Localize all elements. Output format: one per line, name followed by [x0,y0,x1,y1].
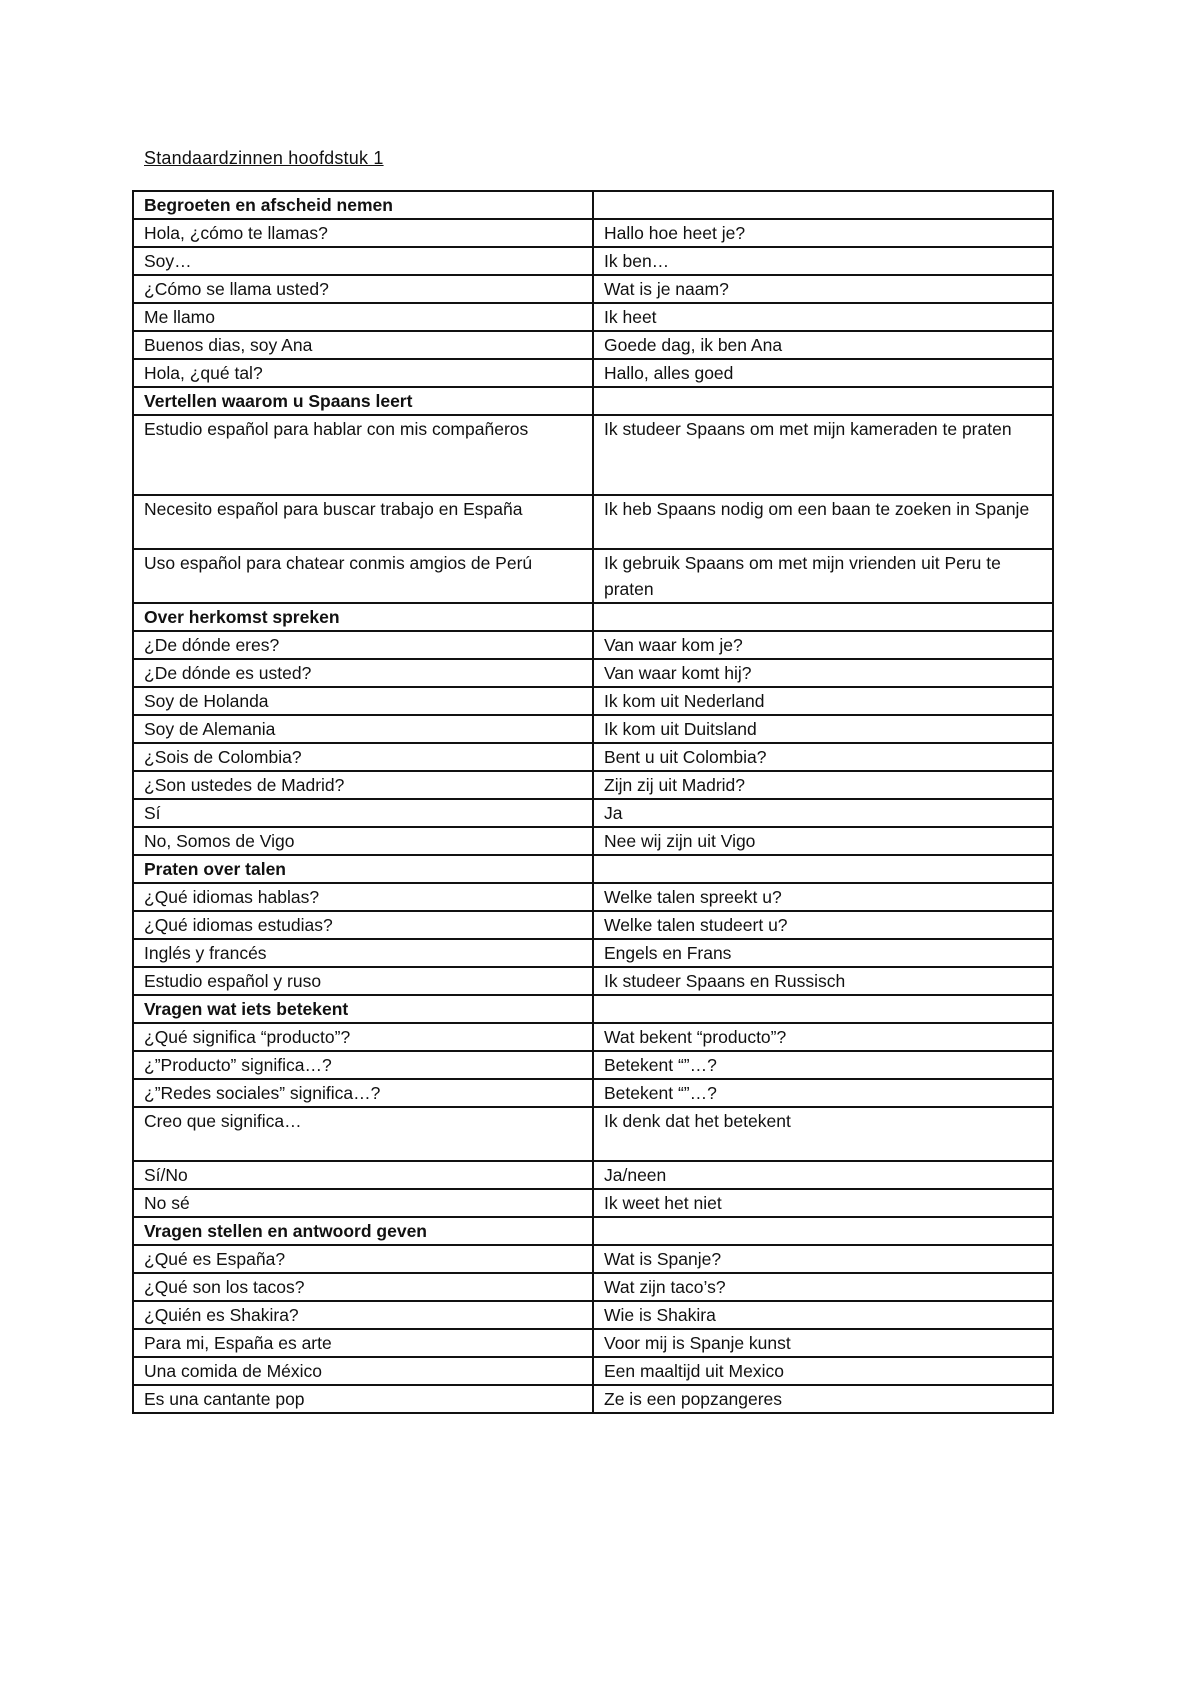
spanish-phrase: Buenos dias, soy Ana [133,331,593,359]
spanish-phrase: ¿Qué son los tacos? [133,1273,593,1301]
dutch-translation: Zijn zij uit Madrid? [593,771,1053,799]
table-row [133,1245,1053,1273]
spanish-phrase: Uso español para chatear conmis amgios de Perú [133,549,593,603]
dutch-translation: Wat is Spanje? [593,1245,1053,1273]
section-empty-cell [593,1217,1053,1245]
dutch-translation: Wat zijn taco’s? [593,1273,1053,1301]
table-row [133,359,1053,387]
table-row [133,687,1053,715]
table-row [133,1107,1053,1161]
page-title: Standaardzinnen hoofdstuk 1 [144,148,384,168]
dutch-translation: Ik denk dat het betekent [593,1107,1053,1161]
table-row [133,911,1053,939]
dutch-translation: Wie is Shakira [593,1301,1053,1329]
spanish-phrase: Hola, ¿qué tal? [133,359,593,387]
section-title: Over herkomst spreken [133,603,593,631]
table-row [133,495,1053,549]
dutch-translation: Ik studeer Spaans om met mijn kameraden te praten [593,415,1053,495]
section-title: Vragen wat iets betekent [133,995,593,1023]
phrase-table-body [133,191,1053,1413]
dutch-translation: Ik studeer Spaans en Russisch [593,967,1053,995]
section-header-row [133,855,1053,883]
spanish-phrase: ¿De dónde eres? [133,631,593,659]
section-empty-cell [593,603,1053,631]
dutch-translation: Voor mij is Spanje kunst [593,1329,1053,1357]
section-header-row [133,387,1053,415]
table-row [133,715,1053,743]
table-row [133,967,1053,995]
spanish-phrase: Estudio español y ruso [133,967,593,995]
dutch-translation: Ja [593,799,1053,827]
table-row [133,1301,1053,1329]
spanish-phrase: Inglés y francés [133,939,593,967]
spanish-phrase: ¿Qué es España? [133,1245,593,1273]
spanish-phrase: Estudio español para hablar con mis compañeros [133,415,593,495]
table-row [133,883,1053,911]
table-row [133,1385,1053,1413]
table-row [133,799,1053,827]
dutch-translation: Een maaltijd uit Mexico [593,1357,1053,1385]
section-title: Vragen stellen en antwoord geven [133,1217,593,1245]
dutch-translation: Ik heet [593,303,1053,331]
section-empty-cell [593,855,1053,883]
spanish-phrase: Es una cantante pop [133,1385,593,1413]
dutch-translation: Ik ben… [593,247,1053,275]
phrase-table [132,190,1054,1414]
section-header-row [133,191,1053,219]
spanish-phrase: ¿Qué idiomas estudias? [133,911,593,939]
spanish-phrase: ¿Sois de Colombia? [133,743,593,771]
section-empty-cell [593,191,1053,219]
dutch-translation: Ik kom uit Duitsland [593,715,1053,743]
spanish-phrase: Necesito español para buscar trabajo en España [133,495,593,549]
spanish-phrase: ¿”Redes sociales” significa…? [133,1079,593,1107]
spanish-phrase: Soy de Alemania [133,715,593,743]
dutch-translation: Hallo, alles goed [593,359,1053,387]
table-row [133,275,1053,303]
section-title: Vertellen waarom u Spaans leert [133,387,593,415]
table-row [133,631,1053,659]
dutch-translation: Van waar kom je? [593,631,1053,659]
dutch-translation: Ik kom uit Nederland [593,687,1053,715]
spanish-phrase: ¿”Producto” significa…? [133,1051,593,1079]
dutch-translation: Ik heb Spaans nodig om een baan te zoeken in Spanje [593,495,1053,549]
dutch-translation: Ik gebruik Spaans om met mijn vrienden uit Peru te praten [593,549,1053,603]
spanish-phrase: Soy… [133,247,593,275]
spanish-phrase: Una comida de México [133,1357,593,1385]
spanish-phrase: Sí/No [133,1161,593,1189]
table-row [133,303,1053,331]
section-header-row [133,995,1053,1023]
table-row [133,743,1053,771]
spanish-phrase: Me llamo [133,303,593,331]
spanish-phrase: Para mi, España es arte [133,1329,593,1357]
table-row [133,939,1053,967]
spanish-phrase: Sí [133,799,593,827]
section-empty-cell [593,995,1053,1023]
dutch-translation: Nee wij zijn uit Vigo [593,827,1053,855]
dutch-translation: Wat bekent “producto”? [593,1023,1053,1051]
table-row [133,219,1053,247]
section-empty-cell [593,387,1053,415]
table-row [133,1329,1053,1357]
table-row [133,827,1053,855]
dutch-translation: Van waar komt hij? [593,659,1053,687]
dutch-translation: Betekent “”…? [593,1079,1053,1107]
spanish-phrase: ¿Quién es Shakira? [133,1301,593,1329]
dutch-translation: Engels en Frans [593,939,1053,967]
dutch-translation: Ja/neen [593,1161,1053,1189]
dutch-translation: Welke talen spreekt u? [593,883,1053,911]
section-title: Begroeten en afscheid nemen [133,191,593,219]
table-row [133,1023,1053,1051]
dutch-translation: Goede dag, ik ben Ana [593,331,1053,359]
dutch-translation: Ze is een popzangeres [593,1385,1053,1413]
table-row [133,331,1053,359]
table-row [133,1357,1053,1385]
spanish-phrase: ¿Qué significa “producto”? [133,1023,593,1051]
spanish-phrase: Hola, ¿cómo te llamas? [133,219,593,247]
section-header-row [133,603,1053,631]
table-row [133,1189,1053,1217]
table-row [133,771,1053,799]
table-row [133,1273,1053,1301]
section-title: Praten over talen [133,855,593,883]
spanish-phrase: ¿Qué idiomas hablas? [133,883,593,911]
table-row [133,659,1053,687]
spanish-phrase: Soy de Holanda [133,687,593,715]
dutch-translation: Wat is je naam? [593,275,1053,303]
dutch-translation: Hallo hoe heet je? [593,219,1053,247]
spanish-phrase: Creo que significa… [133,1107,593,1161]
table-row [133,1051,1053,1079]
spanish-phrase: No sé [133,1189,593,1217]
table-row [133,1079,1053,1107]
spanish-phrase: ¿Son ustedes de Madrid? [133,771,593,799]
section-header-row [133,1217,1053,1245]
spanish-phrase: No, Somos de Vigo [133,827,593,855]
dutch-translation: Bent u uit Colombia? [593,743,1053,771]
table-row [133,549,1053,603]
dutch-translation: Welke talen studeert u? [593,911,1053,939]
dutch-translation: Betekent “”…? [593,1051,1053,1079]
table-row [133,1161,1053,1189]
spanish-phrase: ¿De dónde es usted? [133,659,593,687]
table-row [133,247,1053,275]
table-row [133,415,1053,495]
spanish-phrase: ¿Cómo se llama usted? [133,275,593,303]
dutch-translation: Ik weet het niet [593,1189,1053,1217]
